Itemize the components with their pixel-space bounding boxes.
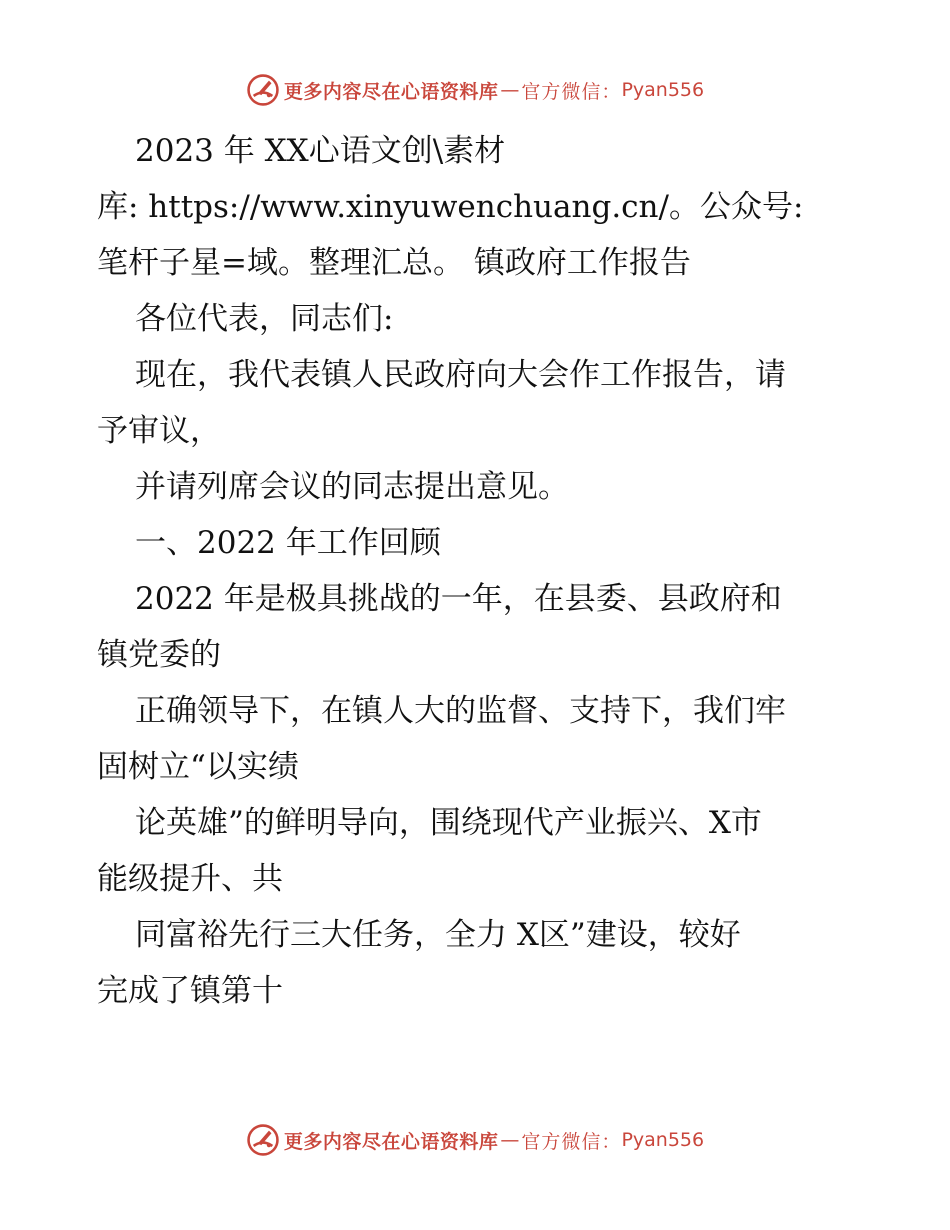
text-line: 笔杆子星=域。整理汇总。 镇政府工作报告 [97,245,691,281]
banner-title: 更多内容尽在心语资料库 [283,80,499,103]
text-line: 2023 年 XX心语文创\素材 [135,133,506,169]
text-line: 库: https://www.xinyuwenchuang.cn/。公众号: [97,189,804,225]
document-body [0,123,950,1019]
text-line: 2022 年是极具挑战的一年，在县委、县政府和 [135,581,782,617]
text-line: 论英雄”的鲜明导向，围绕现代产业振兴、X市 [135,805,762,841]
footer-banner [0,1120,950,1160]
book-pen-logo-icon [246,1123,280,1157]
text-line: 并请列席会议的同志提出意见。 [135,469,569,505]
banner-wechat-label: 官方微信： [521,80,622,103]
text-line: 各位代表，同志们: [135,301,394,337]
banner-title: 更多内容尽在心语资料库 [283,1130,499,1153]
book-pen-logo-icon [246,73,280,107]
text-line: 镇党委的 [97,637,221,673]
banner-wechat-id: Pyan556 [621,1129,705,1151]
text-line: 现在，我代表镇人民政府向大会作工作报告，请 [135,357,786,393]
text-line: 同富裕先行三大任务，全力 X区”建设，较好 [135,917,741,953]
text-line: 完成了镇第十 [97,973,283,1009]
banner-separator: — [500,79,520,101]
text-line: 正确领导下，在镇人大的监督、支持下，我们牢 [135,693,786,729]
text-line: 固树立“以实绩 [97,749,299,785]
text-line: 能级提升、共 [97,861,283,897]
header-banner [0,70,950,110]
section-heading: 一、2022 年工作回顾 [135,525,441,561]
banner-wechat-id: Pyan556 [621,79,705,101]
banner-separator: — [500,1129,520,1151]
text-line: 予审议， [97,413,221,449]
banner-wechat-label: 官方微信： [521,1130,622,1153]
